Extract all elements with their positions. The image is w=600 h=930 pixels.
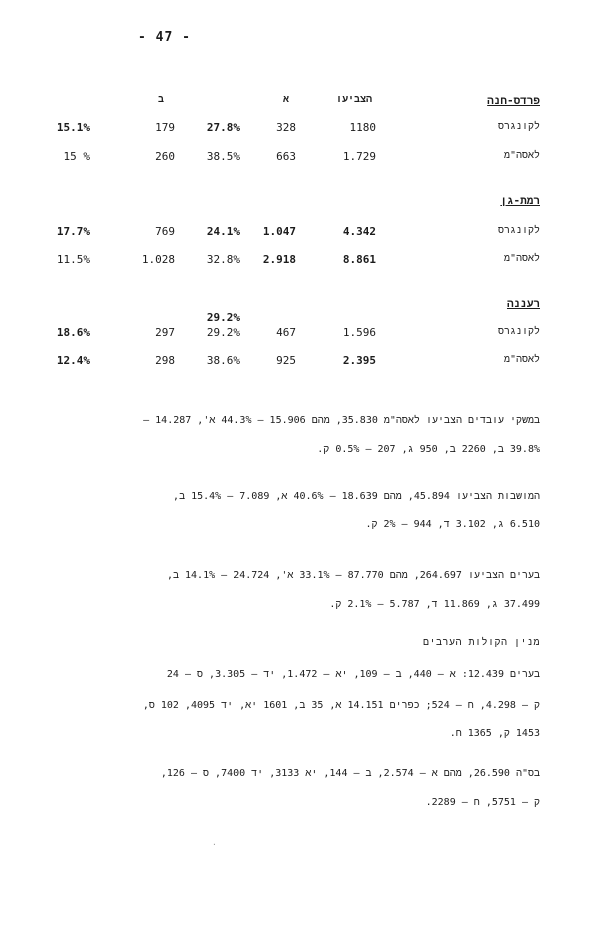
scan-speck: · — [212, 840, 217, 849]
cell-a: 925 — [276, 354, 296, 367]
cell-b-pct: 12.4% — [56, 354, 90, 367]
section-title-raanana: רעננה — [506, 297, 540, 310]
paragraph-line: 37.499 ג, 11.869 ד, 5.787 – 2.1% ק. — [329, 599, 540, 610]
row-label: לאסה"מ — [503, 253, 540, 264]
arab-votes-line: ק – 4.298, ח – 524; כפרים 14.151 א, 35 ב, 1601 יא, יד 4095, 102 ס, — [142, 700, 540, 711]
cell-a: 328 — [276, 121, 296, 134]
cell-a-pct: 24.1% — [206, 225, 240, 238]
header-col-voted: הצביעו — [336, 94, 373, 105]
paragraph-line: המושבות הצביעו 45.894, מהם 18.639 – 40.6% א, 7.089 – 15.4% ב, — [173, 491, 540, 502]
cell-voted: 2.395 — [342, 354, 376, 367]
paragraph-line: 39.8% ב, 2260 ב, 950 ג, 207 – 0.5% ק. — [317, 444, 540, 455]
cell-b: 297 — [155, 326, 175, 339]
cell-a: 1.047 — [262, 225, 296, 238]
cell-a-pct: 38.5% — [206, 150, 240, 163]
cell-b: 298 — [155, 354, 175, 367]
arab-votes-line: ק – 5751, ח – 2289. — [425, 797, 540, 808]
section-title-pardes-hana: פרדס-חנה — [487, 94, 540, 107]
cell-b-pct: 15 % — [63, 150, 90, 163]
arab-votes-line: בס"ה 26.590, מהם א – 2.574, ב – 144, יא 3133, יד 7400, ס – 126, — [160, 768, 540, 779]
paragraph-line: במשקי עובדים הצביעו לאסה"מ 35.830, מהם 15.906 – 44.3% א', 14.287 – — [143, 415, 540, 426]
row-label: לאסה"מ — [503, 150, 540, 161]
paragraph-line: 6.510 ג, 3.102 ד, 944 – 2% ק. — [365, 519, 540, 530]
cell-b: 1.028 — [141, 253, 175, 266]
section-title-ramat-gan: רמת-גן — [500, 194, 540, 207]
cell-b-pct: 17.7% — [56, 225, 90, 238]
row-label: לאסה"מ — [503, 354, 540, 365]
cell-voted: 1.596 — [342, 326, 376, 339]
cell-voted: 1.729 — [342, 150, 376, 163]
cell-a: 663 — [276, 150, 296, 163]
paragraph-line: בערים הצביעו 264.697, מהם 87.770 – 33.1% א', 24.724 – 14.1% ב, — [166, 570, 540, 581]
cell-a-pct: 27.8% — [206, 121, 240, 134]
cell-b-pct: 11.5% — [56, 253, 90, 266]
cell-b-pct: 18.6% — [56, 326, 90, 339]
arab-votes-line: 1453 ק, 1365 ח. — [449, 728, 540, 739]
cell-b: 179 — [155, 121, 175, 134]
cell-a-pct: 29.2% — [206, 326, 240, 339]
arab-votes-title: מנין הקולות הערבים — [422, 637, 540, 648]
cell-b: 769 — [155, 225, 175, 238]
row-label: לקונגרס — [497, 121, 540, 132]
cell-voted: 8.861 — [342, 253, 376, 266]
overstrike-value: 29.2% — [206, 311, 240, 324]
page-number: - 47 - — [138, 30, 191, 45]
cell-voted: 4.342 — [342, 225, 376, 238]
cell-b: 260 — [155, 150, 175, 163]
cell-a: 467 — [276, 326, 296, 339]
arab-votes-line: בערים 12.439: א – 440, ב – 109, יא – 1.472, יד – 3.305, ס – 24 — [166, 669, 540, 680]
cell-a-pct: 32.8% — [206, 253, 240, 266]
cell-b-pct: 15.1% — [56, 121, 90, 134]
row-label: לקונגרס — [497, 225, 540, 236]
cell-a-pct: 38.6% — [206, 354, 240, 367]
header-col-b: ב — [158, 94, 165, 105]
row-label: לקונגרס — [497, 326, 540, 337]
cell-voted: 1180 — [349, 121, 376, 134]
cell-a: 2.918 — [262, 253, 296, 266]
header-col-a: א — [283, 94, 290, 105]
